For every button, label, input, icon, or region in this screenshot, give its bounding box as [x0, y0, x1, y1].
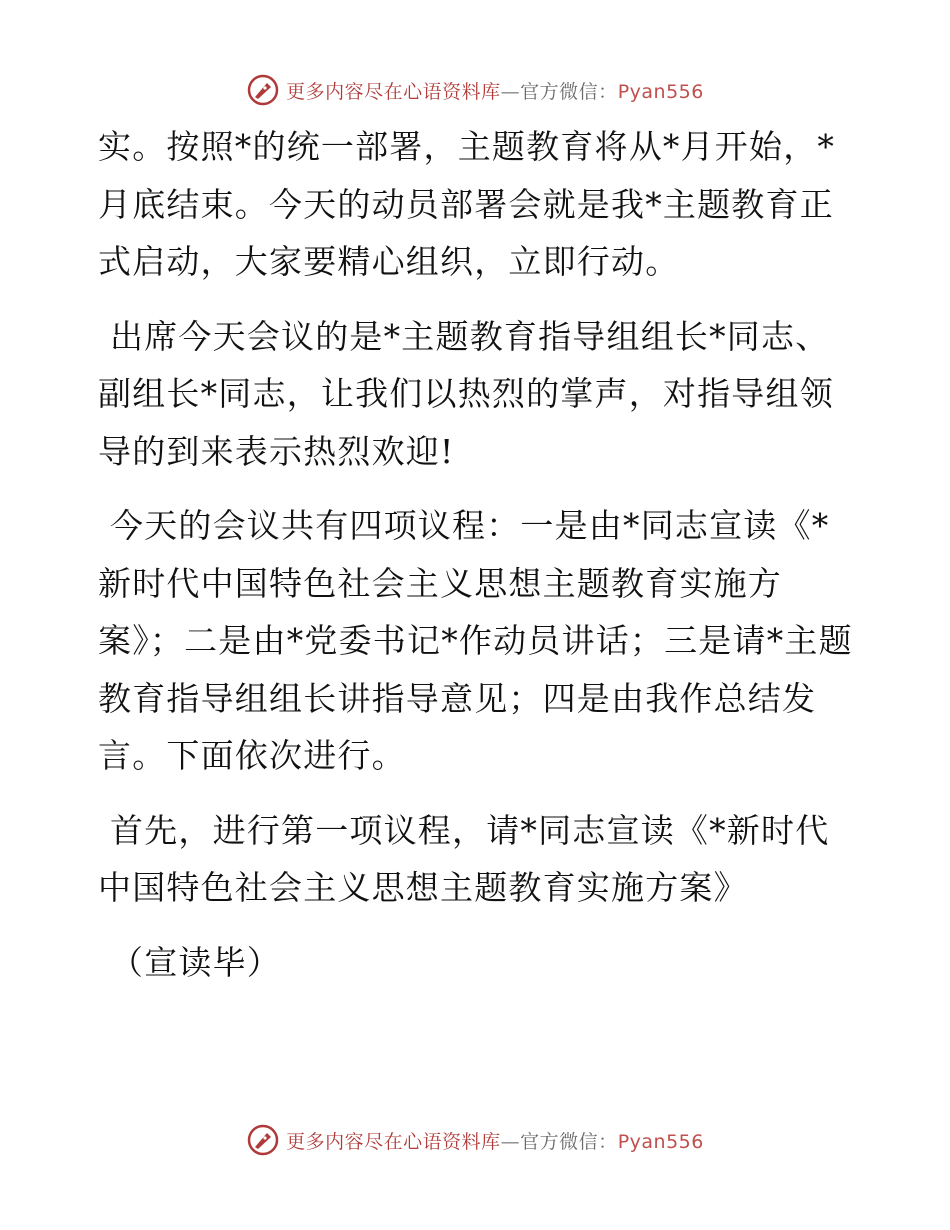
- paragraph-3: 今天的会议共有四项议程：一是由*同志宣读《*新时代中国特色社会主义思想主题教育实施方案》；二是由*党委书记*作动员讲话；三是请*主题教育指导组组长讲指导意见；四是由我作总结发言。下面依次进行。: [98, 506, 853, 775]
- footer-banner-inner: [246, 1123, 704, 1157]
- wechat-label: 官方微信：: [520, 80, 618, 103]
- header-banner: [0, 70, 950, 110]
- wechat-id: Pyan556: [617, 1130, 704, 1153]
- pen-nib-logo-icon: [246, 1123, 280, 1157]
- paragraph-1: 实。按照*的统一部署，主题教育将从*月开始，*月底结束。今天的动员部署会就是我*主题教育正式启动，大家要精心组织，立即行动。: [98, 127, 836, 281]
- banner-dash: —: [500, 80, 521, 103]
- pen-nib-logo-icon: [246, 73, 280, 107]
- footer-banner: [0, 1120, 950, 1160]
- paragraph-2: 出席今天会议的是*主题教育指导组组长*同志、副组长*同志，让我们以热烈的掌声，对指导组领导的到来表示热烈欢迎!: [98, 316, 834, 471]
- header-banner-text: [286, 77, 704, 104]
- document-body: [98, 118, 858, 1008]
- banner-dash: —: [500, 1130, 521, 1153]
- wechat-id: Pyan556: [617, 80, 704, 103]
- paragraph-5: （宣读毕）: [110, 942, 281, 982]
- header-banner-inner: [246, 73, 704, 107]
- brand-text: 更多内容尽在心语资料库: [286, 1130, 501, 1153]
- paragraph-4: 首先，进行第一项议程，请*同志宣读《*新时代中国特色社会主义思想主题教育实施方案》: [98, 810, 830, 907]
- brand-text: 更多内容尽在心语资料库: [286, 80, 501, 103]
- footer-banner-text: [286, 1127, 704, 1154]
- wechat-label: 官方微信：: [520, 1130, 618, 1153]
